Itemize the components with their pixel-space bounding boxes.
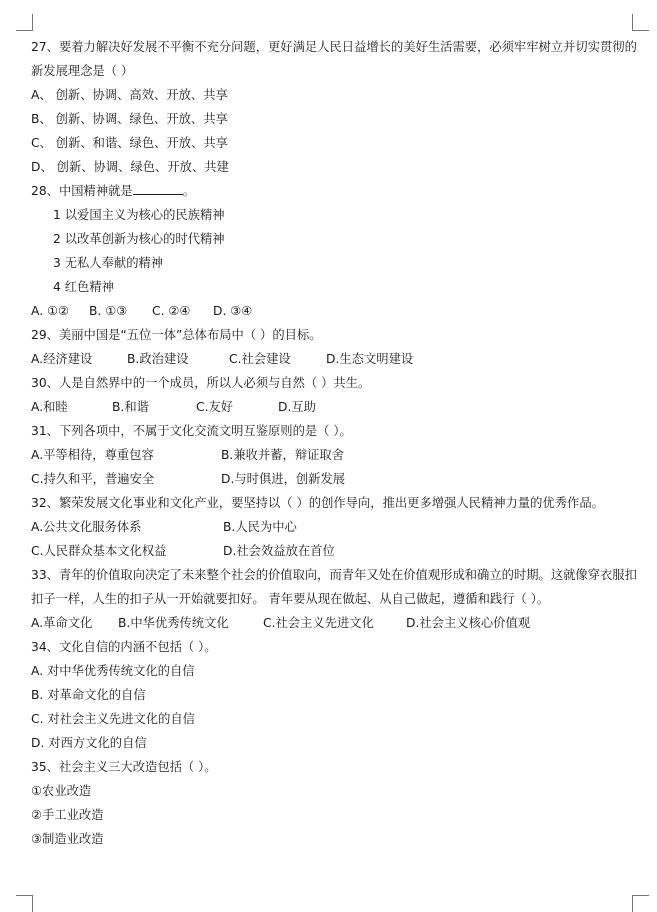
- question-29-option-a: A.经济建设: [31, 352, 93, 366]
- question-27-option-a: A、 创新、协调、高效、开放、共享: [31, 88, 228, 102]
- question-33-stem: 33、青年的价值取向决定了未来整个社会的价值取向，而青年又处在价值观形成和确立的时期。这就像穿衣服扣扣子一样，人生的扣子从一开始就要扣好。 青年要从现在做起、从自己做起，遵循和践行（ ）。: [31, 568, 637, 606]
- question-32: [31, 491, 643, 563]
- question-27: [31, 35, 643, 179]
- question-30-options: [31, 395, 643, 419]
- question-28-option-b: B. ①③: [89, 304, 128, 318]
- question-33-options: [31, 611, 643, 635]
- question-32-option-b: B.人民为中心: [223, 520, 297, 534]
- question-31: [31, 419, 643, 491]
- question-35: [31, 755, 643, 851]
- question-28-option-d: D. ③④: [213, 304, 253, 318]
- question-35-item-2: ②手工业改造: [31, 808, 104, 822]
- question-34-stem: 34、文化自信的内涵不包括（ ）。: [31, 640, 217, 654]
- question-31-option-b: B.兼收并蓄，辩证取舍: [221, 448, 345, 462]
- question-35-stem: 35、社会主义三大改造包括（ ）。: [31, 760, 217, 774]
- question-31-option-d: D.与时俱进，创新发展: [221, 472, 346, 486]
- question-29: [31, 323, 643, 371]
- question-31-stem: 31、下列各项中，不属于文化交流文明互鉴原则的是（ ）。: [31, 424, 352, 438]
- question-35-item-1: ①农业改造: [31, 784, 92, 798]
- question-34-option-c: C. 对社会主义先进文化的自信: [31, 712, 195, 726]
- question-28: [31, 179, 643, 323]
- question-30: [31, 371, 643, 419]
- question-31-options-row-2: [31, 467, 643, 491]
- question-29-stem: 29、美丽中国是“五位一体”总体布局中（ ）的目标。: [31, 328, 322, 342]
- question-29-options: [31, 347, 643, 371]
- question-34-option-a: A. 对中华优秀传统文化的自信: [31, 664, 195, 678]
- question-30-option-a: A.和睦: [31, 400, 68, 414]
- question-28-item-4: 4 红色精神: [53, 280, 114, 294]
- question-33-option-a: A.革命文化: [31, 616, 93, 630]
- question-29-option-c: C.社会建设: [229, 352, 291, 366]
- question-32-option-a: A.公共文化服务体系: [31, 520, 142, 534]
- question-28-item-3: 3 无私人奉献的精神: [53, 256, 164, 270]
- question-29-option-b: B.政治建设: [127, 352, 189, 366]
- question-28-stem-text: 28、中国精神就是: [31, 184, 133, 198]
- question-32-option-d: D.社会效益放在首位: [223, 544, 335, 558]
- question-35-item-3: ③制造业改造: [31, 832, 104, 846]
- question-33-option-b: B.中华优秀传统文化: [118, 616, 229, 630]
- question-28-item-2: 2 以改革创新为核心的时代精神: [53, 232, 225, 246]
- question-33-option-c: C.社会主义先进文化: [263, 616, 374, 630]
- question-28-option-c: C. ②④: [152, 304, 191, 318]
- question-27-stem: 27、要着力解决好发展不平衡不充分问题，更好满足人民日益增长的美好生活需要，必须牢牢树立并切实贯彻的新发展理念是（ ）: [31, 40, 637, 78]
- question-31-options-row-1: [31, 443, 643, 467]
- question-32-option-c: C.人民群众基本文化权益: [31, 544, 167, 558]
- answer-blank: [133, 180, 183, 195]
- question-28-options: [31, 299, 643, 323]
- question-30-option-c: C.友好: [196, 400, 234, 414]
- page-corner-mark-top-right: [632, 14, 649, 31]
- question-32-options-row-2: [31, 539, 643, 563]
- question-30-option-b: B.和谐: [112, 400, 149, 414]
- page-corner-mark-bottom-left: [16, 895, 33, 912]
- question-31-option-c: C.持久和平，普遍安全: [31, 472, 155, 486]
- question-28-option-a: A. ①②: [31, 304, 70, 318]
- page-corner-mark-top-left: [16, 14, 33, 31]
- question-33: [31, 563, 643, 635]
- question-28-stem-end: 。: [182, 184, 196, 198]
- question-28-stem: [31, 179, 643, 203]
- question-32-options-row-1: [31, 515, 643, 539]
- question-27-option-d: D、 创新、协调、绿色、开放、共建: [31, 160, 229, 174]
- question-29-option-d: D.生态文明建设: [326, 352, 414, 366]
- question-33-option-d: D.社会主义核心价值观: [406, 616, 531, 630]
- question-31-option-a: A.平等相待，尊重包容: [31, 448, 154, 462]
- question-28-item-1: 1 以爱国主义为核心的民族精神: [53, 208, 225, 222]
- question-30-option-d: D.互助: [278, 400, 316, 414]
- question-30-stem: 30、人是自然界中的一个成员，所以人必须与自然（ ）共生。: [31, 376, 371, 390]
- question-27-option-b: B、 创新、协调、绿色、开放、共享: [31, 112, 228, 126]
- page-corner-mark-bottom-right: [632, 895, 649, 912]
- question-34-option-d: D. 对西方文化的自信: [31, 736, 147, 750]
- question-27-option-c: C、 创新、和谐、绿色、开放、共享: [31, 136, 228, 150]
- document-body: [31, 35, 643, 851]
- question-34: [31, 635, 643, 755]
- question-34-option-b: B. 对革命文化的自信: [31, 688, 146, 702]
- question-32-stem: 32、繁荣发展文化事业和文化产业，要坚持以（ ）的创作导向，推出更多增强人民精神力量的优秀作品。: [31, 496, 604, 510]
